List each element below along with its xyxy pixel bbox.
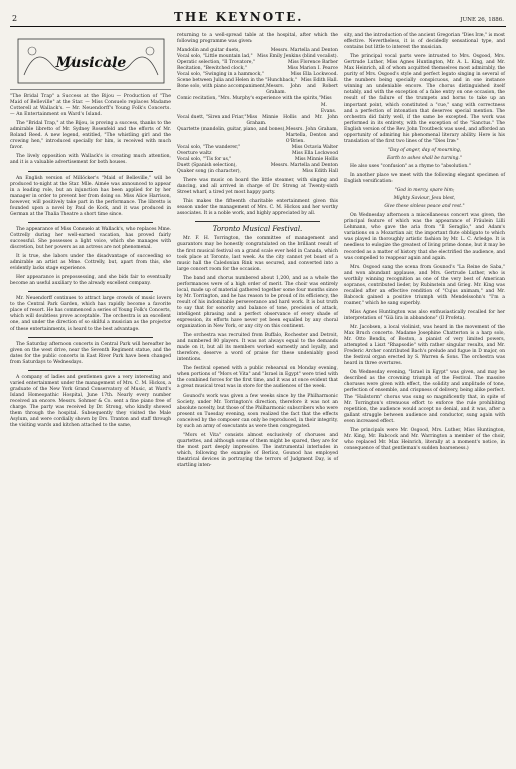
verse-line: Mighty Saviour, Jesu blest, — [393, 196, 456, 202]
programme-item: Vocal solo, "Swinging in a hammock," Miss Ella Lockwood. — [177, 72, 338, 78]
newspaper-title: THE KEYNOTE. — [174, 10, 304, 24]
divider — [28, 171, 153, 172]
column-2 — [177, 33, 338, 472]
newspaper-page — [10, 10, 506, 749]
ornamental-banner-icon — [16, 35, 166, 87]
divider — [28, 291, 153, 292]
paragraph: Her appearance is prepossessing, and she bids fair to eventually become an useful auxiliary to the already excellent company. — [10, 275, 171, 287]
programme-item: Overture waltz Miss Ella Lockwood — [177, 150, 338, 156]
issue-date: JUNE 26, 1886. — [460, 17, 504, 23]
divider — [28, 222, 153, 223]
verse-line: "God in mercy, spare him; — [394, 188, 455, 194]
masthead — [10, 10, 506, 27]
programme-item: Quartette (mandolin, guitar, piano, and bones), Messrs. John Graham, Martella, Denton and O'Brien. — [177, 126, 338, 144]
paragraph: The appearance of Miss Consuelo at Wallack's, who replaces Mme. Cottrelly during her well-earned vacation, has proved fairly successful. She possesses a light voice, which she manages with discretion, but her powers as an actress are not phenomenal. — [10, 226, 171, 250]
paragraph: The orchestra was recruited from Buffalo, Rochester and Detroit, and numbered 80 players. It was not always equal to the demands made on it, but all its members worked earnestly and loyally, and therefore, deserve a word of praise for these undeniably good intentions. — [177, 333, 338, 363]
article-deck: "The Bridal Trap" a Success at the Bijou — Production of "The Maid of Belleville" at the Star. — Miss Consuelo replaces Madame Cotterell at Wallack's. — Mr. Neuendorff's Young Folk's Concerts. — An Entertainment on Ward's Island. — [10, 94, 171, 118]
page-number: 2 — [12, 14, 18, 23]
paragraph: On Wednesday afternoon a miscellaneous concert was given, the principal feature of which was the appearance of Fräulein Lilli Lehmann, who gave the aria from "Il Seraglio," and Adam's variations on a Mozartian air, the important flute obbligato to which was played in thoroughly artistic fashion by Mr. L. C. Arledge. It is needless to eulogize the greatest of living prime donne, but it may be recorded as a matter of history that she electrified the audience, and was compelled to reappear again and again. — [344, 213, 505, 261]
musicale-header-illustration — [10, 33, 171, 90]
paragraph: The festival opened with a public rehearsal on Monday evening, when portions of "Mors et Vita" and "Israel in Egypt" were tried with the combined forces for the first time, and it was at once evident that a great musical treat was in store for the audiences of the week. — [177, 366, 338, 390]
programme-item: Duett (Spanish selection), Messrs. Martella and Denton — [177, 162, 338, 168]
paragraph: He also uses "confusion" as a rhyme to "absolution." — [350, 163, 471, 169]
programme-item: Comic recitation, "Mrs. Murphy's experience with the spirits," Miss M. Evans. — [177, 96, 337, 114]
divider — [28, 337, 153, 338]
paragraph: Mr. Jacobsen, a local violinist, was heard in the movement of the Max Bruch concerto. Madame Josephine Chatterton is a harp solo, Mr. Otto Bendix, of Boston, a pianist of very limited powers, attempted a Liszt "Rhapsodie" with rather singular results, and Mr. Frederic Archer contributed Bach's prelude and fugue in D major, on the festival organ erected by S. Warren & Sons. The orchestra was heard in three overtures. — [344, 325, 505, 367]
paragraph: Gounod's work was given a few weeks since by the Philharmonic Society, under Mr. Torrington's direction, therefore it was not an absolute novelty, but those of the Philharmonic subscribers who were present on Tuesday evening, soon realized the fact that the effects conceived by the composer can only be reproduced, in their integrity, by such an army of executants as were then congregated. — [177, 393, 338, 429]
paragraph: A company of ladies and gentlemen gave a very interesting and varied entertainment under the management of Mrs. C. M. Hickox, a graduate of the New York Grand Conservatory of Music, at Ward's Island Homeopathic Hospital, June 17th. Nearly every number received an encore. Messrs. Sohmer & Co. sent a fine piano free of charge. The party was received by Dr. Strong, who kindly showed them through the hospital. Subsequently they visited the Male Asylum, and were cordially shown by Drs. Tranton and staff through the visiting wards and kitchen attached to the same, — [10, 374, 171, 429]
programme-item: Vocal solo, "'Tis for us," Miss Minnie Hollis — [177, 156, 338, 162]
paragraph: In another place we meet with the following elegant specimen of English versification: — [344, 172, 505, 185]
programme-item: Mandolin and guitar duets, Messrs. Martella and Denton — [177, 48, 338, 54]
paragraph: On Wednesday evening, "Israel in Egypt" was given, and may be described as the crowning triumph of the Festival. The massive choruses were given with effect, the solidity and amplitude of tone, perfection of ensemble, and crispness of delivery, being alike perfect. The "Hailstorm" chorus was sung so magnificently that, in spite of Mr. Torrington's strenuous effort to enforce the rule prohibiting repetition, the audience would accept no denial, and it was, after a gallant struggle between audience and conductor, sung again with even increased effect. — [344, 370, 505, 424]
verse-line: "Day of anger, day of mourning, — [387, 147, 462, 153]
section-title: Toronto Musical Festival. — [212, 225, 303, 234]
programme-item: Scene between Julia and Helen in the "Hunchback," Miss Edith Hall. — [177, 78, 338, 84]
paragraph: Mr. Neuendorff continues to attract large crowds of music lovers to the Central Park Garden, which has rapidly become a favorite place of resort. He has commenced a series of Young Folk's Concerts, which will doubtless prove acceptable. The orchestra is an excellent one, and under the direction of so skilful a musician as the projector of these entertainments, is heard to the best advantage. — [10, 296, 171, 332]
paragraph: returning to a well-spread table at the hospital, after which the following programme was given: — [177, 33, 338, 45]
column-3 — [344, 33, 505, 472]
programme-item: Quaker song (in character), Miss Edith Hall — [177, 169, 338, 175]
column-1 — [10, 33, 171, 472]
paragraph: Mr. F. H. Torrington, the committee of management and guarantors may be honestly congratulated on the brilliant result of the first musical festival on a grand scale ever held in Canada, which took place at Toronto, last week. As the city cannot yet boast of a music hall the Caledonian Rink was secured, and converted into a large concert room for the occasion. — [177, 236, 338, 272]
columns — [10, 33, 506, 472]
programme-item: Vocal solo, "Little mountain lad," Miss Emily Jenkins (blind vocalist). — [177, 54, 338, 60]
paragraph: The lively opposition with Wallack's is creating much attention, and it is a valuable advertisement for both houses. — [10, 154, 171, 166]
verse-line: Earth to ashes shall be turning." — [387, 155, 462, 161]
paragraph: Miss Agnes Huntington was also enthusiastically recalled for her interpretation of "Già lira in abbandono" (Il Profeta). — [344, 309, 505, 321]
programme-item: Operatic selection, "Il Trovatore," Miss Florence Barber — [177, 60, 338, 66]
musicale-lettering: Musicale — [55, 55, 126, 71]
paragraph: The band and chorus numbered about 1,200, and as a whole the performances were of a high order of merit. The choir was entirely local, made up of material gathered together some four months since by Mr. Torrington, and he has reason to be proud of its efficiency, the result of his indomitable perseverance and hard work. It is but truth to say that for sonority and balance of tone, precision of attack, intelligent phrasing and a perfect observance of every shade of expression, its efforts have never yet been equalled by any choral organization in New York, or any city on this continent. — [177, 275, 338, 330]
programme-item: Vocal duett, "Siren and Friar," Miss Minnie Hollis and Mr. John Graham. — [177, 114, 338, 126]
paragraph: "Mors et Vita" consists almost exclusively of choruses and quartettes, and although some of them might be spared, they are for the most part deeply impressive. The instrumental interludes in which, following the example of Berlioz, Gounod has employed theatrical devices in portraying the terrors of Judgment Day, is of startling inten- — [177, 432, 338, 469]
paragraph: The principals were Mr. Osgood, Mrs. Luther, Miss Huntington, Mr. King, Mr. Babcock and Mr. Warrington a member of the choir, who replaced Mr. Max Heinrich, literally at a moment's notice, in consequence of that gentleman's sudden hoarseness.) — [344, 427, 505, 451]
programme-item: Vocal solo, "The wanderer," Miss Octavia Walter — [177, 144, 338, 150]
paragraph: The "Bridal Trap," at the Bijou, is proving a success, thanks to the admirable libretto of Mr. Sydney Rosenfeld and the efforts of Mr. Roland Reed. A new legend, entitled, "The whistling girl and the crowing hen," introduced specially for him, is received with much favor. — [10, 121, 171, 151]
paragraph: The principal vocal parts were intrusted to Mrs. Osgood, Mrs. Gertrude Luther, Miss Agnes Huntington, Mr. A. L. King, and Mr. Max Heinrich, all of whom acquitted themselves most admirably, the purity of Mrs. Osgood's style and perfect legato singing in several of the numbers being specially conspicuous, and in one instance winning an undeniable encore. The chorus distinguished itself notably, and with the exception of a false entry on one occasion, the result of the failure of the trumpets and horns to take up an important point, which constituted a "cue," sang with correctness and a perfection of intonation that deserves special mention. The orchestra did fairly well, if the same be excepted. The work was performed in its entirety, with the exception of the "Sanctus." The English version of the Rev. John Troutbeck was used, and afforded an opportunity of admiring his phenomenal literary ability. Here is his translation of the first two lines of the "Dies Iræ:" — [344, 54, 505, 144]
divider — [195, 221, 320, 222]
verse-line: Give these sinless peace and rest." — [384, 204, 465, 210]
paragraph: This makes the fifteenth charitable entertainment given this season under the management of Mrs. C. M. Hickox and her worthy associates. It is a noble work, and highly appreciated by all. — [177, 199, 338, 217]
programme-item: Bone solo, with piano accompaniment, Messrs. John and Robert Graham. — [177, 84, 338, 96]
programme-list — [177, 48, 338, 175]
programme-item: Recitation, "Bewitched clock," Miss Marion I. Pearce — [177, 66, 338, 72]
paragraph: An English version of Millöcker's "Maid of Belleville," will be produced to-night at the Star. Mlle. Aimée was announced to appear in a leading role, but an injunction has been applied for by her manager in order to prevent her from doing so. Miss Alice Harrison, however, will positively take part in the performance. The libretto is founded upon a novel by Paul de Kock, and it was produced in German at the Thalia Theatre a short time since. — [10, 175, 171, 217]
paragraph: Mrs. Osgood sang the scena from Gounod's "La Reine de Saba," and won abundant applause, and Mrs. Gertrude Luther, who is worthily winning recognition as one of the very best of American sopranos, contributed lieder, by Rubinstein and Grieg. Mr. King was recalled after an effective rendition of "Cujus animam," and Mr. Babcock gained a positive triumph with Mendelssohn's "I'm a roamer," which he sang superbly. — [344, 264, 505, 306]
divider — [28, 370, 153, 371]
paragraph: It is true, she labors under the disadvantage of succeeding so admirable an artist as Mme. Cottrelly, but, apart from this, she evidently lacks stage experience. — [10, 254, 171, 272]
paragraph: There was music on board the little steamer, with singing and dancing, and all arrived in charge of Dr. Strong at Twenty-sixth Street wharf, a tired yet most happy party. — [177, 178, 338, 196]
paragraph: sity, and the introduction of the ancient Gregorian "Dies Iræ," is most effective. Nevertheless, it is of decidedly sensational type, and contains but little to interest the musician. — [344, 33, 505, 51]
paragraph: The Saturday afternoon concerts in Central Park will hereafter be given on the west drive, near the Seventh Regiment statue, and the dates for the public concerts in East River Park have been changed from Saturdays to Wednesdays. — [10, 341, 171, 365]
